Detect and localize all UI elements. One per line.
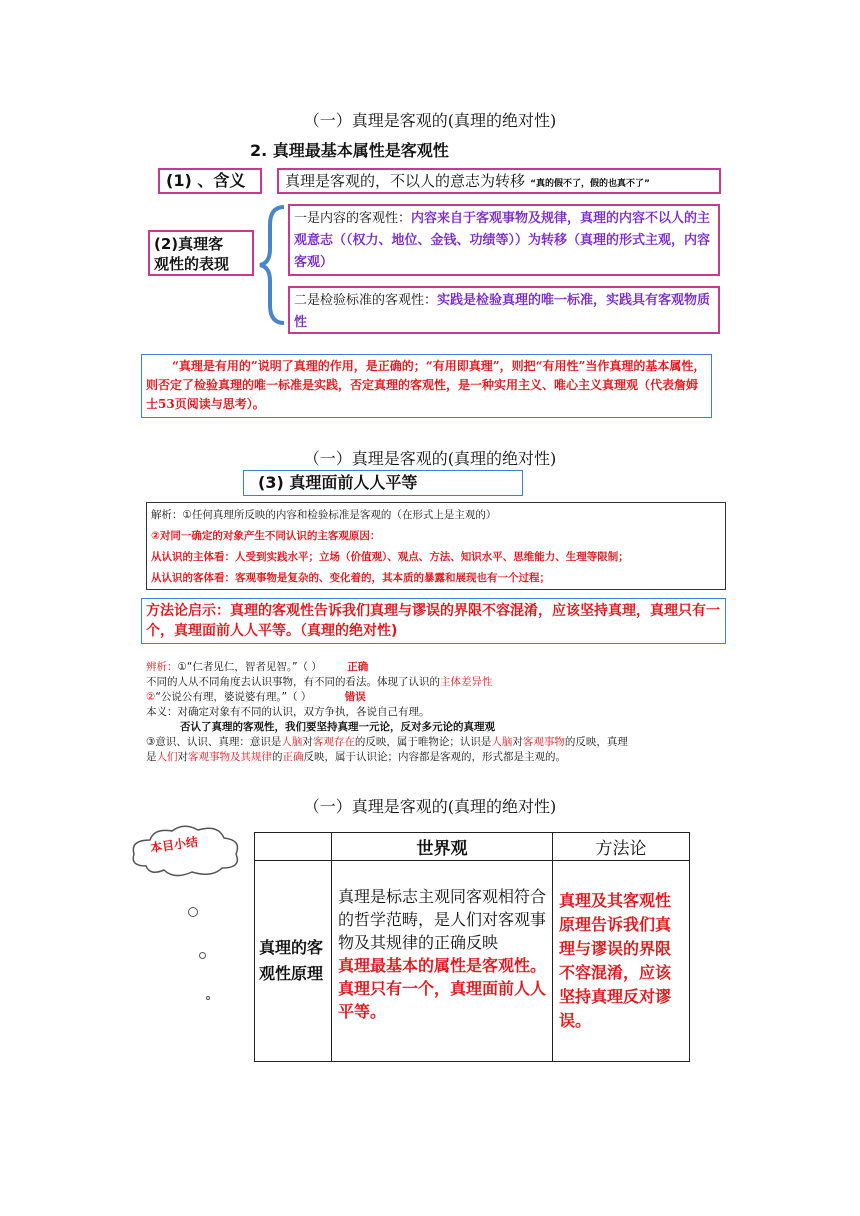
analysis-line1: 解析：①任何真理所反映的内容和检验标准是客观的（在形式上是主观的） (151, 509, 497, 521)
expression-label-line1: (2)真理客 (154, 235, 224, 253)
worldview-key-point: 真理最基本的属性是客观性。真理只有一个，真理面前人人平等。 (338, 956, 547, 1021)
expression-label-line2: 观性的表现 (154, 255, 230, 273)
analysis-line4: 从认识的客体看：客观事物是复杂的、变化着的，其本质的暴露和展现也有一个过程； (151, 572, 550, 584)
d3-key: 人脑 (491, 736, 513, 748)
d3-text: 是 (146, 751, 157, 763)
worldview-cell (332, 861, 553, 1062)
d3-key: 人脑 (281, 736, 303, 748)
point1-box (288, 204, 720, 276)
d1-explanation (146, 675, 736, 690)
d3-text: 对 (302, 736, 313, 748)
d1-question: ①“仁者见仁，智者见智。”（ ） (177, 661, 322, 673)
d3-text: 的反映，属于唯物论；认识是 (354, 736, 492, 748)
point2-body: 实践是检验真理的唯一标准，实践具有客观物质性 (294, 293, 711, 330)
d3-text: ③意识、认识、真理：意识是 (146, 736, 282, 748)
meaning-label: (1) 、含义 (158, 168, 262, 194)
d3-text: 对 (177, 751, 188, 763)
point1-body: 内容来自于客观事物及规律，真理的内容不以人的主观意志（（权力、地位、金钱、功绩等））为转移（真理的形式主观，内容客观） (294, 211, 711, 270)
cloud-label: 本目小结 (149, 834, 199, 856)
summary-header-row (255, 833, 690, 861)
d3-key: 正确 (282, 751, 304, 763)
discrimination-block (146, 660, 736, 765)
section3-title: （一）真理是客观的(真理的绝对性) (303, 797, 557, 816)
d1-explanation-text: 不同的人从不同角度去认识事物，有不同的看法。体现了认识的 (146, 676, 440, 688)
worldview-header: 世界观 (332, 833, 553, 861)
discrimination-3 (146, 735, 736, 750)
d2-question: “公说公有理，婆说婆有理。”（ ） (155, 691, 312, 703)
d2-number: ② (146, 691, 156, 703)
discrimination-2 (146, 690, 736, 705)
d3-text: 的反映，真理 (564, 736, 628, 748)
discrimination-label: 辨析： (146, 661, 178, 673)
meaning-box (277, 168, 721, 194)
d3-key: 人们 (156, 751, 178, 763)
d2-explanation: 本义：对确定对象有不同的认识，双方争执，各说自己有理。 (146, 706, 430, 718)
d2-conclusion: 否认了真理的客观性，我们要坚持真理一元论，反对多元论的真理观 (180, 721, 495, 733)
section2-title: （一）真理是客观的(真理的绝对性) (303, 449, 557, 468)
discrimination-3-cont (146, 750, 736, 765)
discrimination-1 (146, 660, 736, 675)
meaning-quote: “真的假不了，假的也真不了” (530, 179, 650, 189)
thought-bubble-large (188, 907, 198, 917)
equality-heading: (3) 真理面前人人平等 (243, 470, 523, 496)
d3-text: 的 (272, 751, 283, 763)
summary-corner-cell (255, 833, 332, 861)
d3-text: 对 (512, 736, 523, 748)
curly-brace (258, 205, 288, 325)
analysis-line3: 从认识的主体看：人受到实践水平；立场（价值观）、观点、方法、知识水平、思维能力、生理等限制； (151, 551, 629, 563)
method-cell: 真理及其客观性原理告诉我们真理与谬误的界限不容混淆，应该坚持真理反对谬误。 (553, 861, 690, 1062)
thought-bubble-medium (199, 952, 206, 959)
d3-key: 客观存在 (312, 736, 355, 748)
d3-key: 客观事物 (522, 736, 565, 748)
section1-title: （一）真理是客观的(真理的绝对性) (303, 111, 557, 130)
point2-lead: 二是检验标准的客观性： (294, 293, 438, 308)
summary-table (254, 832, 690, 1062)
analysis-box (146, 502, 726, 590)
cloud-shape (128, 822, 244, 882)
section1-subtitle: 2. 真理最基本属性是客观性 (250, 141, 449, 160)
expression-label (148, 230, 254, 276)
point2-box (288, 286, 720, 334)
thought-bubble-small (206, 996, 210, 1000)
d3-text: 反映，属于认识论；内容都是客观的，形式都是主观的。 (303, 751, 566, 763)
worldview-definition: 真理是标志主观同客观相符合的哲学范畴，是人们对客观事物及其规律的正确反映 (338, 887, 547, 952)
d3-key: 客观事物及其规律 (188, 751, 272, 763)
point1-lead: 一是内容的客观性： (294, 211, 412, 226)
method-header: 方法论 (553, 833, 690, 861)
d1-explanation-key: 主体差异性 (440, 676, 493, 688)
meaning-main: 真理是客观的，不以人的意志为转移 (285, 172, 526, 190)
d1-answer: 正确 (347, 661, 369, 673)
summary-content-row (255, 861, 690, 1062)
method-box: 方法论启示：真理的客观性告诉我们真理与谬误的界限不容混淆，应该坚持真理，真理只有一个，真理面前人人平等。（真理的绝对性) (141, 598, 726, 644)
principle-label: 真理的客观性原理 (255, 861, 332, 1062)
useful-note: “真理是有用的”说明了真理的作用，是正确的；“有用即真理”，则把“有用性”当作真理的基本属性，则否定了检验真理的唯一标准是实践，否定真理的客观性，是一种实用主义、唯心主义真理观（代表詹姆士53页阅读与思考）。 (141, 354, 712, 418)
analysis-line2: ②对同一确定的对象产生不同认识的主客观原因： (151, 530, 381, 542)
d2-answer: 错误 (344, 691, 366, 703)
